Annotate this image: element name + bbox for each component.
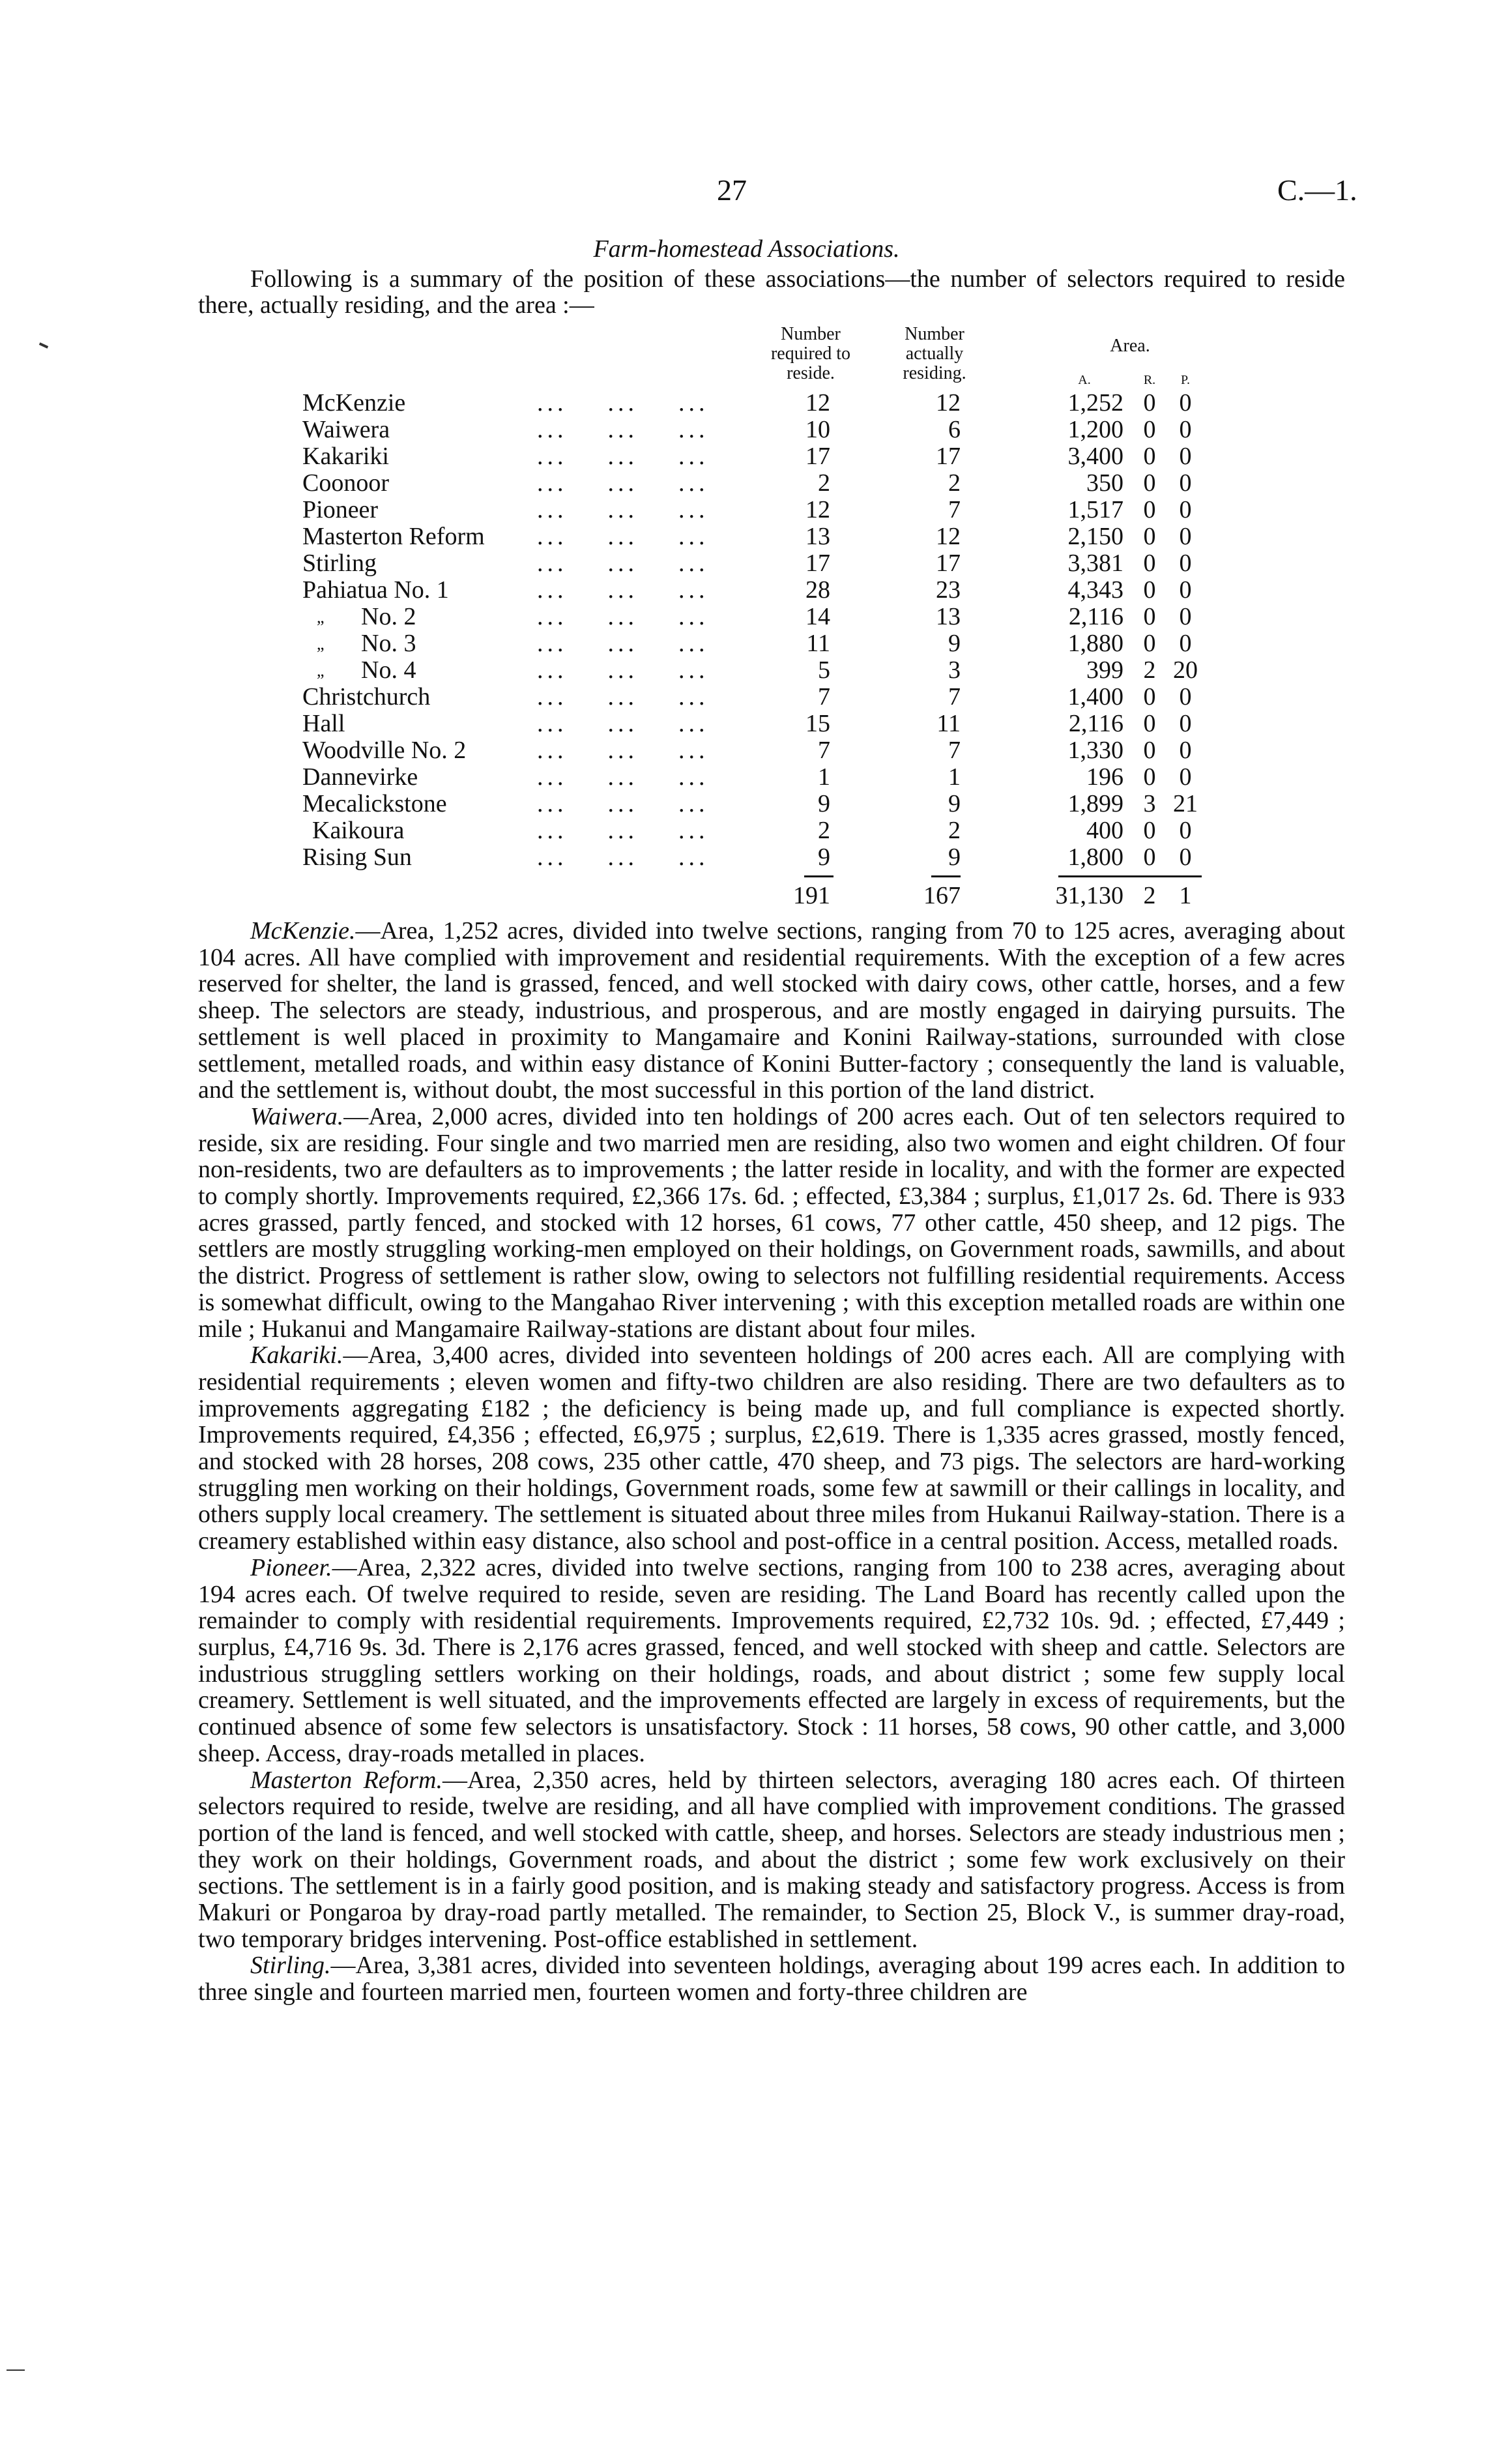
actual-count: 7 bbox=[948, 683, 961, 711]
settlement-name: Masterton Reform. bbox=[250, 1766, 442, 1794]
area-perches: 0 bbox=[1179, 710, 1192, 737]
area-roods: 0 bbox=[1143, 710, 1156, 737]
association-name: Kakariki bbox=[302, 443, 389, 470]
table-row bbox=[198, 844, 1345, 871]
required-count: 12 bbox=[805, 389, 830, 417]
leader-dots: ... ... ... bbox=[537, 817, 709, 844]
leader-dots: ... ... ... bbox=[537, 683, 709, 711]
settlement-name: Pioneer. bbox=[250, 1553, 332, 1581]
table-row bbox=[198, 684, 1345, 711]
header-roods: R. bbox=[1143, 373, 1156, 387]
area-acres: 1,330 bbox=[1067, 737, 1123, 764]
ditto-mark: „ bbox=[317, 608, 325, 626]
area-perches: 0 bbox=[1179, 416, 1192, 443]
association-name: No. 2 bbox=[361, 603, 416, 630]
total-rule bbox=[1058, 875, 1202, 877]
area-acres: 3,381 bbox=[1067, 550, 1123, 577]
settlement-name: Stirling. bbox=[250, 1952, 331, 1980]
settlement-paragraph bbox=[198, 1952, 1345, 2005]
total-acres: 31,130 bbox=[1055, 882, 1123, 909]
area-acres: 4,343 bbox=[1067, 576, 1123, 604]
area-perches: 0 bbox=[1179, 469, 1192, 497]
table-row bbox=[198, 577, 1345, 604]
required-count: 2 bbox=[818, 469, 830, 497]
area-roods: 0 bbox=[1143, 603, 1156, 630]
area-acres: 400 bbox=[1086, 817, 1123, 844]
required-count: 11 bbox=[806, 630, 830, 657]
table-row bbox=[198, 737, 1345, 764]
area-acres: 2,116 bbox=[1068, 710, 1123, 737]
document-code: C.—1. bbox=[1277, 173, 1357, 207]
leader-dots: ... ... ... bbox=[537, 790, 709, 817]
leader-dots: ... ... ... bbox=[537, 763, 709, 791]
association-name: Dannevirke bbox=[302, 763, 418, 791]
actual-count: 7 bbox=[948, 737, 961, 764]
body-text bbox=[198, 918, 1345, 2006]
area-acres: 1,800 bbox=[1067, 843, 1123, 871]
association-name: Rising Sun bbox=[302, 843, 412, 871]
area-roods: 0 bbox=[1143, 843, 1156, 871]
paragraph-text: —Area, 3,400 acres, divided into seventeen holdings of 200 acres each. All are complying with residential requirements ; eleven women and fifty-two children are also residing. There are two defaulters as to improvements aggregating £182 ; the deficiency is being made up, and full compliance is expected shortly. Improvements required, £4,356 ; effected, £6,975 ; surplus, £2,619. There is 1,335 acres grassed, mostly fenced, and stocked with 28 horses, 208 cows, 235 other cattle, 470 sheep, and 73 pigs. The selectors are hard-working struggling men working on their holdings, Government roads, some few at sawmill or their callings in locality, and others supply local creamery. The settlement is situated about three miles from Hukanui Railway-station. There is a creamery established within easy distance, also school and post-office in a central position. Access, metalled roads. bbox=[198, 1342, 1345, 1555]
area-perches: 0 bbox=[1179, 576, 1192, 604]
area-perches: 0 bbox=[1179, 443, 1192, 470]
area-roods: 3 bbox=[1143, 790, 1156, 817]
ditto-mark: „ bbox=[317, 661, 325, 680]
required-count: 5 bbox=[818, 656, 830, 684]
area-perches: 20 bbox=[1173, 656, 1198, 684]
leader-dots: ... ... ... bbox=[537, 550, 709, 577]
actual-count: 3 bbox=[948, 656, 961, 684]
table-row bbox=[198, 791, 1345, 817]
actual-count: 1 bbox=[948, 763, 961, 791]
leader-dots: ... ... ... bbox=[537, 656, 709, 684]
area-perches: 0 bbox=[1179, 843, 1192, 871]
actual-count: 17 bbox=[936, 443, 961, 470]
area-acres: 3,400 bbox=[1067, 443, 1123, 470]
area-roods: 0 bbox=[1143, 550, 1156, 577]
table-row bbox=[198, 604, 1345, 630]
area-acres: 196 bbox=[1086, 763, 1123, 791]
table-row bbox=[198, 711, 1345, 737]
required-count: 17 bbox=[805, 550, 830, 577]
settlement-name: Waiwera. bbox=[250, 1102, 344, 1130]
margin-mark bbox=[7, 2369, 25, 2371]
required-count: 9 bbox=[818, 790, 830, 817]
association-name: No. 3 bbox=[361, 630, 416, 657]
area-acres: 350 bbox=[1086, 469, 1123, 497]
area-roods: 0 bbox=[1143, 817, 1156, 844]
table-row bbox=[198, 764, 1345, 791]
actual-count: 2 bbox=[948, 817, 961, 844]
area-acres: 1,200 bbox=[1067, 416, 1123, 443]
association-name: Stirling bbox=[302, 550, 377, 577]
actual-count: 7 bbox=[948, 496, 961, 523]
area-acres: 2,116 bbox=[1068, 603, 1123, 630]
association-name: Mecalickstone bbox=[302, 790, 447, 817]
area-roods: 0 bbox=[1143, 523, 1156, 550]
required-count: 28 bbox=[805, 576, 830, 604]
header-perches: P. bbox=[1181, 373, 1190, 387]
association-name: Coonoor bbox=[302, 469, 389, 497]
paragraph-text: —Area, 2,000 acres, divided into ten holdings of 200 acres each. Out of ten selectors required to reside, six are residing. Four single and two married men are residing, also two women and eight children. Of four non-residents, two are defaulters as to improvements ; the latter reside in locality, and with the former are expected to comply shortly. Improvements required, £2,366 17s. 6d. ; effected, £3,384 ; surplus, £1,017 2s. 6d. There is 933 acres grassed, partly fenced, and stocked with 12 horses, 61 cows, 77 other cattle, 450 sheep, and 12 pigs. The settlers are mostly struggling working-men employed on their holdings, on Government roads, sawmills, and about the district. Progress of settlement is rather slow, owing to selectors not fulfilling residential requirements. Access is somewhat difficult, owing to the Mangahao River intervening ; with this exception metalled roads are within one mile ; Hukanui and Mangamaire Railway-stations are distant about four miles. bbox=[198, 1102, 1345, 1343]
leader-dots: ... ... ... bbox=[537, 737, 709, 764]
table-row bbox=[198, 497, 1345, 523]
leader-dots: ... ... ... bbox=[537, 843, 709, 871]
area-acres: 1,400 bbox=[1067, 683, 1123, 711]
leader-dots: ... ... ... bbox=[537, 630, 709, 657]
table-row bbox=[198, 417, 1345, 443]
actual-count: 6 bbox=[948, 416, 961, 443]
area-perches: 0 bbox=[1179, 496, 1192, 523]
paragraph-text: —Area, 2,350 acres, held by thirteen selectors, averaging 180 acres each. Of thirteen selectors required to reside, twelve are residing, and all have complied with improvement conditions. The grassed portion of the land is fenced, and well stocked with cattle, sheep, and horses. Selectors are steady industrious men ; they work on their holdings, Government roads, and about the district ; some few work exclusively on their sections. The settlement is in a fairly good position, and is making steady and satisfactory progress. Access is from Makuri or Pongaroa by dray-road partly metalled. The remainder, to Section 25, Block V., is summer dray-road, two temporary bridges intervening. Post-office established in settlement. bbox=[198, 1766, 1346, 1953]
area-roods: 0 bbox=[1143, 416, 1156, 443]
area-acres: 1,880 bbox=[1067, 630, 1123, 657]
area-perches: 0 bbox=[1179, 550, 1192, 577]
area-acres: 1,252 bbox=[1067, 389, 1123, 417]
paragraph-text: —Area, 2,322 acres, divided into twelve sections, ranging from 100 to 238 acres, averaging about 194 acres each. Of twelve required to reside, seven are residing. The Land Board has recently called upon the remainder to comply with residential requirements. Improvements required, £2,732 10s. 9d. ; effected, £7,449 ; surplus, £4,716 9s. 3d. There is 2,176 acres grassed, fenced, and well stocked with sheep and cattle. Selectors are industrious struggling settlers working on their holdings, roads, and about district ; some few supply local creamery. Settlement is well situated, and the improvements effected are largely in excess of requirements, but the continued absence of some few selectors is unsatisfactory. Stock : 11 horses, 58 cows, 90 other cattle, and 3,000 sheep. Access, dray-roads metalled in places. bbox=[198, 1553, 1345, 1767]
total-perches: 1 bbox=[1179, 882, 1192, 909]
table-row bbox=[198, 817, 1345, 844]
area-acres: 1,899 bbox=[1067, 790, 1123, 817]
area-perches: 0 bbox=[1179, 630, 1192, 657]
settlement-paragraph bbox=[198, 1767, 1345, 1953]
actual-count: 11 bbox=[936, 710, 961, 737]
required-count: 7 bbox=[818, 683, 830, 711]
required-count: 17 bbox=[805, 443, 830, 470]
actual-count: 12 bbox=[936, 389, 961, 417]
association-name: McKenzie bbox=[302, 389, 406, 417]
leader-dots: ... ... ... bbox=[537, 603, 709, 630]
area-roods: 0 bbox=[1143, 389, 1156, 417]
settlement-name: Kakariki. bbox=[250, 1342, 343, 1370]
association-name: Waiwera bbox=[302, 416, 390, 443]
actual-count: 2 bbox=[948, 469, 961, 497]
settlement-paragraph bbox=[198, 1555, 1345, 1767]
total-rule bbox=[804, 875, 833, 877]
actual-count: 17 bbox=[936, 550, 961, 577]
table-row bbox=[198, 550, 1345, 577]
table-row bbox=[198, 657, 1345, 684]
leader-dots: ... ... ... bbox=[537, 576, 709, 604]
required-count: 10 bbox=[805, 416, 830, 443]
actual-count: 12 bbox=[936, 523, 961, 550]
area-roods: 0 bbox=[1143, 763, 1156, 791]
area-roods: 2 bbox=[1143, 656, 1156, 684]
actual-count: 9 bbox=[948, 630, 961, 657]
leader-dots: ... ... ... bbox=[537, 710, 709, 737]
header-actual: Number actually residing. bbox=[903, 324, 966, 383]
required-count: 2 bbox=[818, 817, 830, 844]
table-row bbox=[198, 630, 1345, 657]
association-name: Masterton Reform bbox=[302, 523, 485, 550]
association-name: Christchurch bbox=[302, 683, 431, 711]
association-name: No. 4 bbox=[361, 656, 416, 684]
total-roods: 2 bbox=[1143, 882, 1156, 909]
area-perches: 21 bbox=[1173, 790, 1198, 817]
table-row bbox=[198, 390, 1345, 417]
area-perches: 0 bbox=[1179, 763, 1192, 791]
actual-count: 13 bbox=[936, 603, 961, 630]
area-roods: 0 bbox=[1143, 630, 1156, 657]
area-roods: 0 bbox=[1143, 576, 1156, 604]
required-count: 12 bbox=[805, 496, 830, 523]
area-roods: 0 bbox=[1143, 443, 1156, 470]
area-acres: 2,150 bbox=[1067, 523, 1123, 550]
required-count: 14 bbox=[805, 603, 830, 630]
area-perches: 0 bbox=[1179, 737, 1192, 764]
area-roods: 0 bbox=[1143, 737, 1156, 764]
area-perches: 0 bbox=[1179, 683, 1192, 711]
leader-dots: ... ... ... bbox=[537, 443, 709, 470]
header-area: Area. bbox=[1110, 336, 1150, 356]
actual-count: 9 bbox=[948, 843, 961, 871]
table-row bbox=[198, 443, 1345, 470]
association-name: Woodville No. 2 bbox=[302, 737, 467, 764]
leader-dots: ... ... ... bbox=[537, 496, 709, 523]
page-number: 27 bbox=[717, 173, 747, 207]
leader-dots: ... ... ... bbox=[537, 416, 709, 443]
section-title: Farm-homestead Associations. bbox=[593, 235, 900, 263]
association-name: Hall bbox=[302, 710, 345, 737]
margin-mark bbox=[39, 342, 48, 349]
settlement-paragraph bbox=[198, 1104, 1345, 1342]
actual-count: 9 bbox=[948, 790, 961, 817]
leader-dots: ... ... ... bbox=[537, 523, 709, 550]
area-perches: 0 bbox=[1179, 523, 1192, 550]
intro-paragraph: Following is a summary of the position of these associations—the number of selectors required to reside there, actually residing, and the area :— bbox=[198, 265, 1345, 319]
paragraph-text: —Area, 1,252 acres, divided into twelve sections, ranging from 70 to 125 acres, averaging about 104 acres. All have complied with improvement and residential requirements. With the exception of a few acres reserved for shelter, the land is grassed, fenced, and well stocked with dairy cows, other cattle, horses, and a few sheep. The selectors are steady, industrious, and prosperous, and are mostly engaged in dairying pursuits. The settlement is well placed in proximity to Mangamaire and Konini Railway-stations, surrounded with close settlement, metalled roads, and within easy distance of Konini Butter-factory ; consequently the land is valuable, and the settlement is, without doubt, the most successful in this portion of the land district. bbox=[198, 917, 1345, 1104]
area-roods: 0 bbox=[1143, 683, 1156, 711]
ditto-mark: „ bbox=[317, 634, 325, 653]
area-perches: 0 bbox=[1179, 603, 1192, 630]
association-name: Kaikoura bbox=[312, 817, 405, 844]
area-perches: 0 bbox=[1179, 817, 1192, 844]
table-row bbox=[198, 523, 1345, 550]
required-count: 13 bbox=[805, 523, 830, 550]
total-rule bbox=[931, 875, 961, 877]
required-count: 15 bbox=[805, 710, 830, 737]
settlement-name: McKenzie. bbox=[250, 917, 356, 945]
total-actual: 167 bbox=[923, 882, 961, 909]
table-row bbox=[198, 470, 1345, 497]
settlement-paragraph bbox=[198, 918, 1345, 1104]
actual-count: 23 bbox=[936, 576, 961, 604]
association-name: Pioneer bbox=[302, 496, 379, 523]
required-count: 7 bbox=[818, 737, 830, 764]
settlement-paragraph bbox=[198, 1342, 1345, 1555]
area-roods: 0 bbox=[1143, 469, 1156, 497]
area-acres: 1,517 bbox=[1067, 496, 1123, 523]
leader-dots: ... ... ... bbox=[537, 469, 709, 497]
area-roods: 0 bbox=[1143, 496, 1156, 523]
association-name: Pahiatua No. 1 bbox=[302, 576, 449, 604]
area-perches: 0 bbox=[1179, 389, 1192, 417]
required-count: 9 bbox=[818, 843, 830, 871]
totals-row bbox=[198, 883, 1345, 909]
area-acres: 399 bbox=[1086, 656, 1123, 684]
paragraph-text: —Area, 3,381 acres, divided into seventeen holdings, averaging about 199 acres each. In addition to three single and fourteen married men, fourteen women and forty-three children are bbox=[198, 1952, 1345, 2006]
header-acres: A. bbox=[1078, 373, 1091, 387]
leader-dots: ... ... ... bbox=[537, 389, 709, 417]
header-required: Number required to reside. bbox=[770, 324, 851, 383]
required-count: 1 bbox=[818, 763, 830, 791]
total-required: 191 bbox=[793, 882, 830, 909]
